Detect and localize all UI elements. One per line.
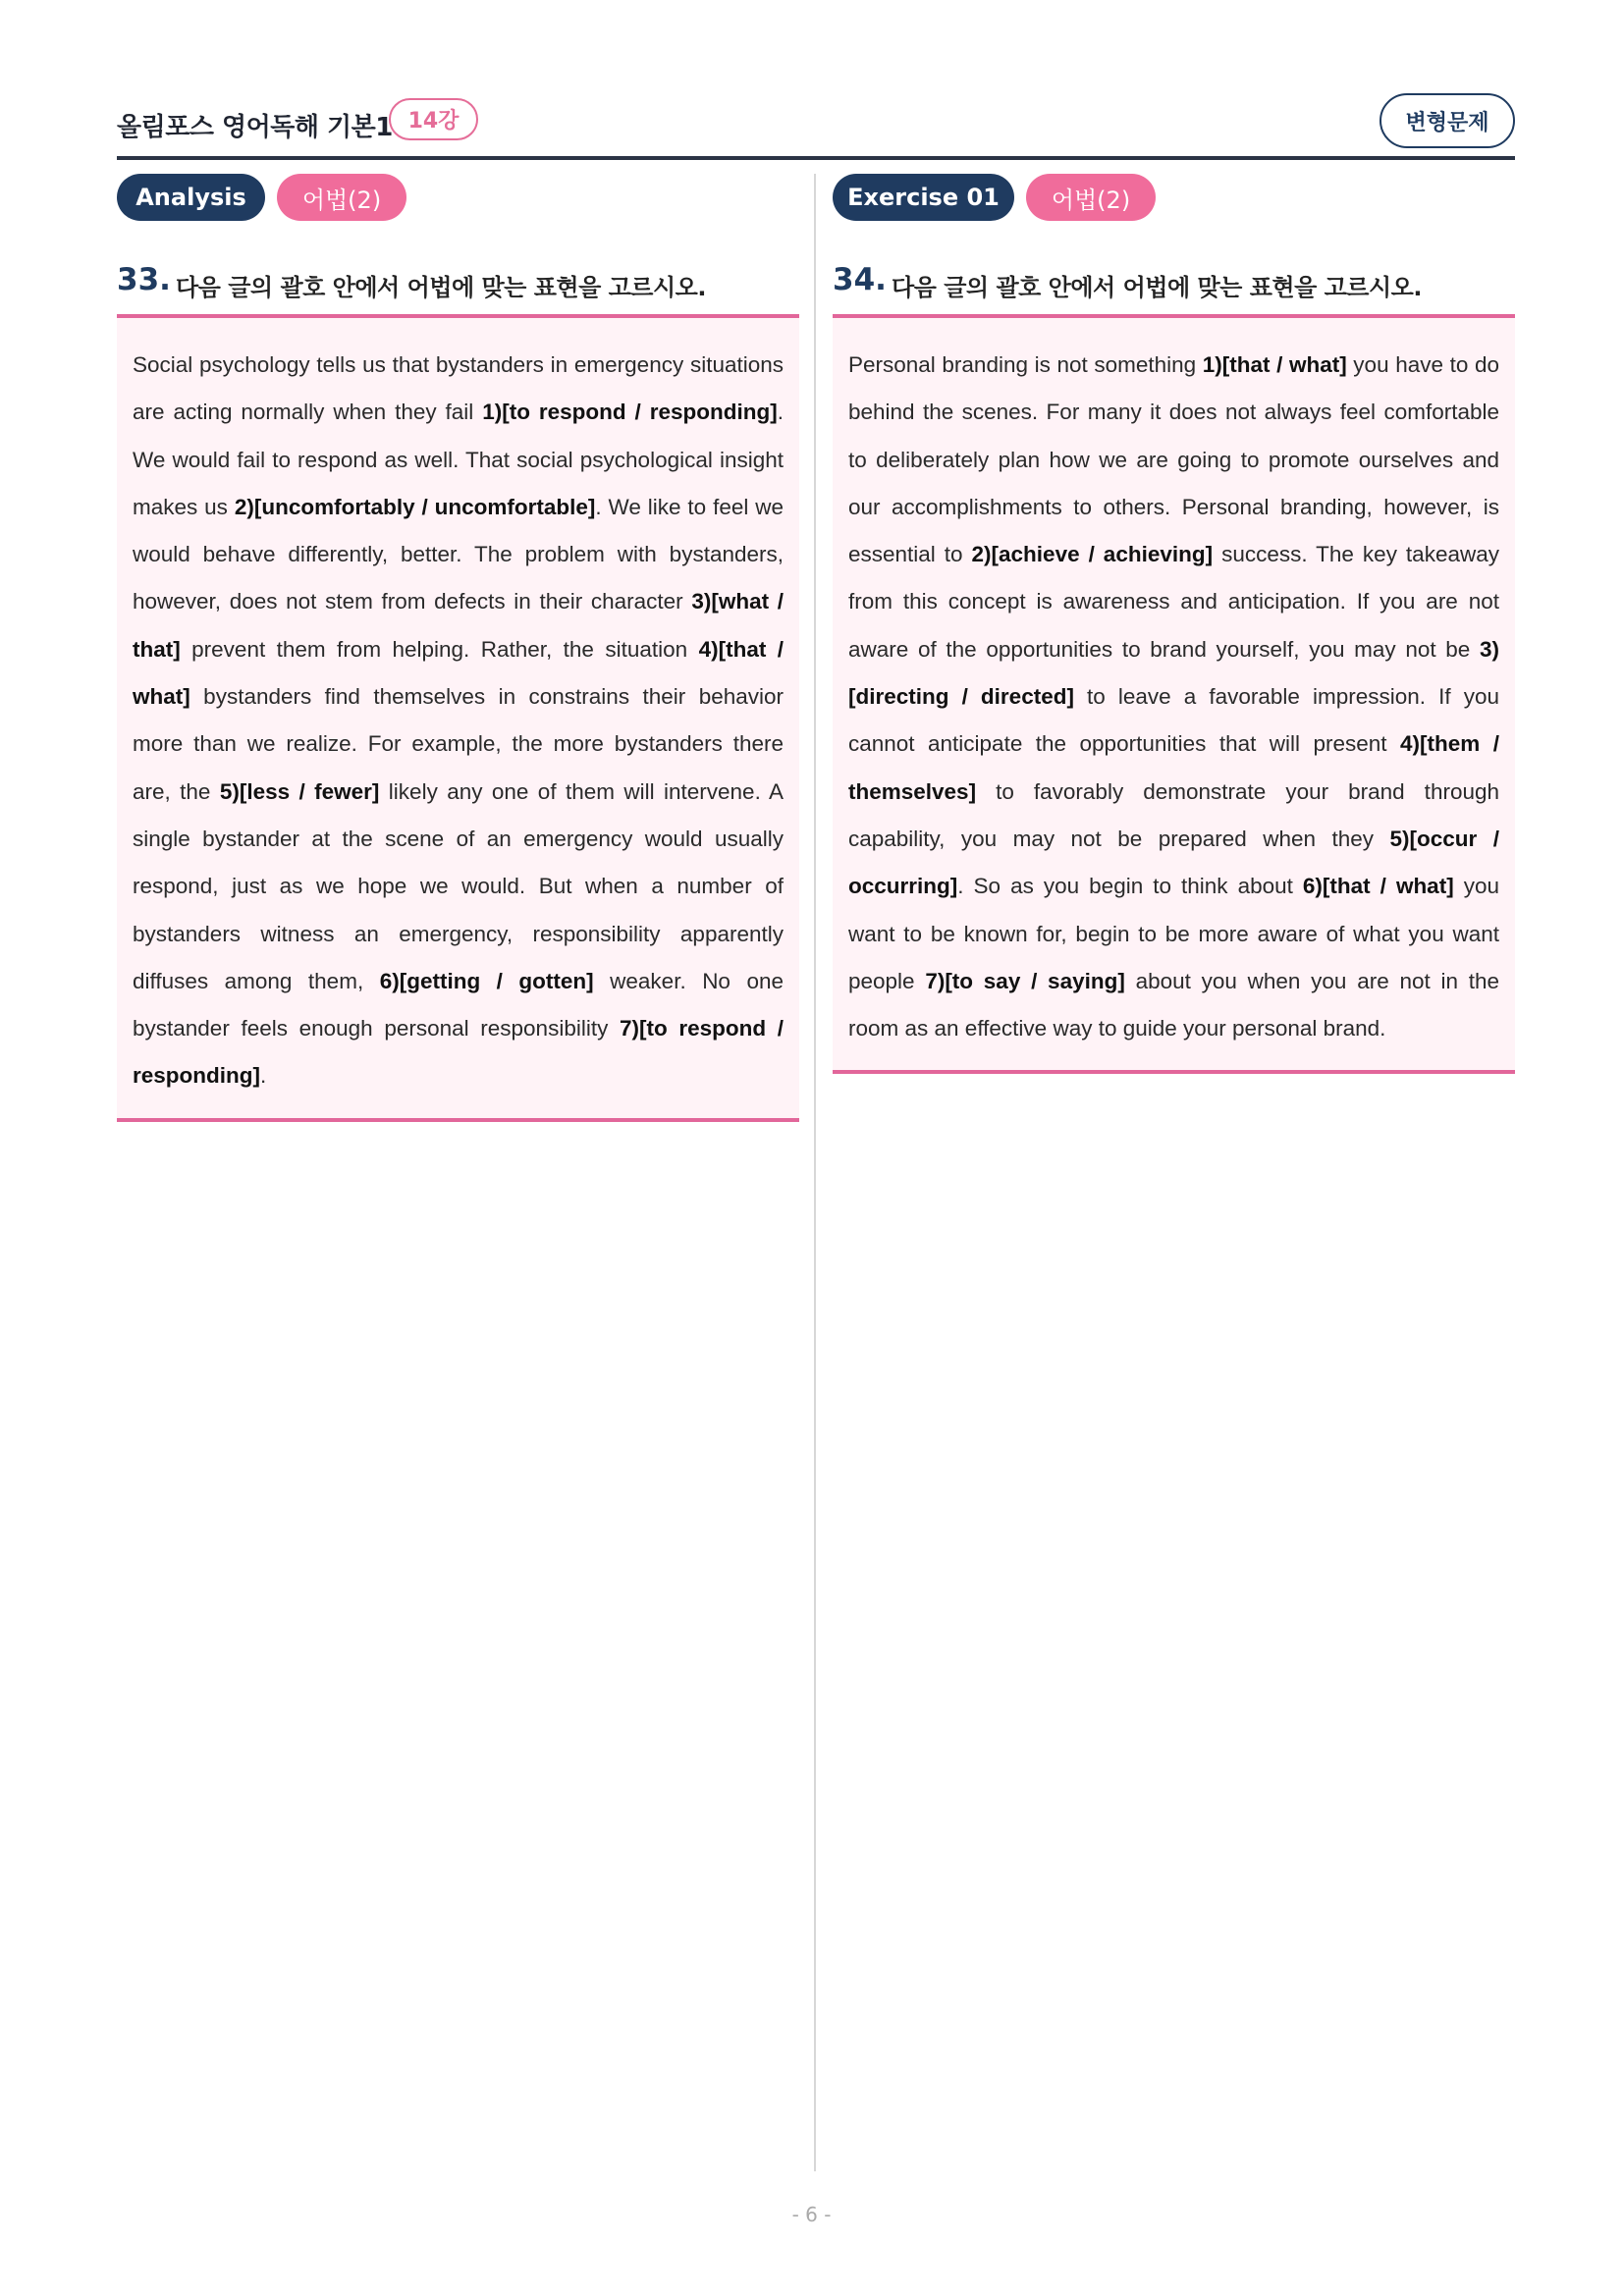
- answer-choice: 6)[getting / gotten]: [379, 968, 594, 993]
- passage-segment: Social psychology tells us that bystanders in emergency situations are acting normally when they fail: [133, 352, 784, 425]
- passage-segment: you have to do behind the scenes. For many it does not always feel comfortable to deliberately plan how we are going to promote ourselves and our accomplishments to others. Personal branding, however, is essential to: [848, 352, 1499, 567]
- answer-choice: 4)[that / what]: [133, 636, 784, 710]
- question-number: 34.: [833, 262, 887, 297]
- answer-choice: 1)[to respond / responding]: [482, 400, 778, 425]
- answer-choice: 7)[to respond / responding]: [133, 1016, 784, 1089]
- question-number: 33.: [117, 262, 171, 297]
- passage-segment: you want to be known for, begin to be more aware of what you want people: [848, 874, 1499, 993]
- passage-text: [848, 342, 1499, 1052]
- passage-segment: likely any one of them will intervene. A single bystander at the scene of an emergency would usually respond, just as we hope we would. But when a number of bystanders witness an emergency, responsibility apparently diffuses among them,: [133, 778, 784, 993]
- grammar-tag: 어법(2): [277, 174, 406, 221]
- passage-segment: weaker. No one bystander feels enough personal responsibility: [133, 968, 784, 1041]
- question-instruction: 다음 글의 괄호 안에서 어법에 맞는 표현을 고르시오.: [892, 274, 1422, 301]
- exercise-tag: Exercise 01: [833, 174, 1014, 221]
- passage-segment: success. The key takeaway from this concept is awareness and anticipation. If you are not aware of the opportunities to brand yourself, you may not be: [848, 542, 1499, 662]
- passage-segment: Personal branding is not something: [848, 352, 1203, 377]
- passage-segment: to leave a favorable impression. If you cannot anticipate the opportunities that will present: [848, 684, 1500, 757]
- passage-segment: bystanders find themselves in constrains their behavior more than we realize. For example, the more bystanders there are, the: [133, 684, 784, 804]
- page-number: - 6 -: [791, 2203, 832, 2226]
- analysis-tag: Analysis: [117, 174, 265, 221]
- answer-choice: 3)[what / that]: [133, 589, 784, 662]
- answer-choice: 4)[them / themselves]: [848, 731, 1499, 804]
- answer-choice: 5)[occur / occurring]: [848, 826, 1499, 899]
- question-type-badge: 변형문제: [1380, 93, 1515, 148]
- lesson-badge: 14강: [389, 98, 478, 140]
- passage-box: [117, 314, 799, 1122]
- right-tags: [833, 174, 1515, 221]
- answer-choice: 2)[achieve / achieving]: [971, 542, 1214, 567]
- answer-choice: 6)[that / what]: [1302, 874, 1454, 899]
- passage-box: [833, 314, 1515, 1074]
- answer-choice: 5)[less / fewer]: [219, 778, 380, 804]
- passage-segment: to favorably demonstrate your brand through capability, you may not be prepared when they: [848, 778, 1499, 851]
- left-column: [117, 174, 799, 1089]
- passage-text: [133, 342, 784, 1100]
- answer-choice: 2)[uncomfortably / uncomfortable]: [234, 494, 596, 519]
- passage-segment: about you when you are not in the room as an effective way to guide your personal brand.: [848, 968, 1499, 1041]
- passage-segment: . So as you begin to think about: [957, 874, 1303, 899]
- grammar-tag: 어법(2): [1026, 174, 1156, 221]
- column-divider: [814, 174, 816, 2171]
- passage-segment: . We like to feel we would behave differently, better. The problem with bystanders, however, does not stem from defects in their character: [133, 494, 784, 614]
- answer-choice: 7)[to say / saying]: [925, 968, 1125, 993]
- passage-segment: .: [260, 1063, 267, 1089]
- page-header: [117, 93, 1515, 158]
- passage-segment: . We would fail to respond as well. That social psychological insight makes us: [133, 400, 784, 519]
- passage-segment: prevent them from helping. Rather, the situation: [180, 636, 699, 662]
- left-tags: [117, 174, 799, 221]
- answer-choice: 1)[that / what]: [1202, 352, 1347, 377]
- book-title: 올림포스 영어독해 기본1: [117, 113, 393, 142]
- question-instruction: 다음 글의 괄호 안에서 어법에 맞는 표현을 고르시오.: [176, 274, 706, 301]
- right-column: [833, 174, 1515, 1041]
- header-divider: [117, 156, 1515, 160]
- answer-choice: 3)[directing / directed]: [848, 636, 1499, 710]
